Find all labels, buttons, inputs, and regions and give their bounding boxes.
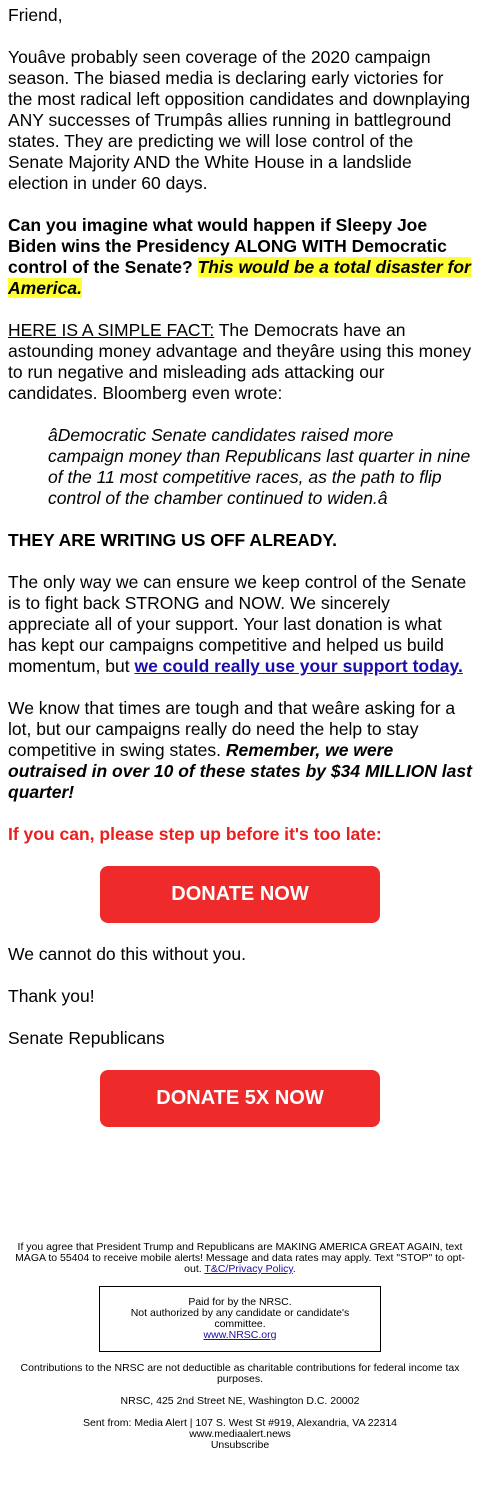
step-up-call: If you can, please step up before it's too late: [8, 824, 382, 844]
media-alert-site: www.mediaalert.news [189, 1428, 291, 1440]
nrsc-website-link[interactable]: www.NRSC.org [203, 1329, 277, 1341]
fight-back-text: The only way we can ensure we keep control of the Senate is to fight back STRONG and NOW. We sincerely appreciate all of your support. Your last donation is what has kept our campaigns competitive and helped us build momentum, but [8, 572, 467, 676]
sms-text: If you agree that President Trump and Republicans are MAKING AMERICA GREAT AGAIN, text MAGA to 55404 to receive mobile alerts! Message and data rates may apply. Text "STOP" to opt-out. [15, 1241, 465, 1275]
paragraph-times-tough [8, 698, 472, 803]
email-footer [8, 1242, 472, 1451]
paid-line-2: Not authorized by any candidate or candidate's committee. [130, 1307, 350, 1330]
donate-5x-button[interactable]: DONATE 5X NOW [100, 1070, 380, 1127]
donate-button-container [8, 866, 472, 923]
support-today-link[interactable]: we could really use your support today. [134, 656, 463, 676]
times-tough-text: We know that times are tough and that weâre asking for a lot, but our campaigns really do need the help to stay competitive in swing states. [8, 698, 456, 760]
paragraph-imagine [8, 215, 472, 299]
writing-off-heading: THEY ARE WRITING US OFF ALREADY. [8, 530, 337, 550]
unsubscribe-link[interactable]: Unsubscribe [210, 1439, 270, 1451]
paragraph-simple-fact [8, 320, 472, 404]
outraised-emphasis: Remember, we were outraised in over 10 of these states by $34 MILLION last quarter! [8, 740, 472, 802]
sent-from-block [12, 1418, 468, 1451]
greeting: Friend, [8, 5, 63, 25]
sms-alert-text: If you agree that President Trump and Republicans are MAKING AMERICA GREAT AGAIN, text MAGA to 55404 to receive mobile alerts! Message and data rates may apply. Text "STOP" to opt-out. T&C/Privacy Policy. [15, 1241, 465, 1275]
paragraph-media-coverage: Youâve probably seen coverage of the 2020 campaign season. The biased media is declaring early victories for the most radical left opposition candidates and downplaying ANY successes of Trumpâs allies running in battleground states. They are predicting we will lose control of the Senate Majority AND the White House in a landslide election in under 60 days. [8, 47, 471, 193]
contributions-notice: Contributions to the NRSC are not deductible as charitable contributions for federal income tax purposes. [20, 1362, 460, 1385]
thank-you: Thank you! [8, 986, 95, 1006]
simple-fact-text: The Democrats have an astounding money advantage and theyâre using this money to run negative and misleading ads attacking our candidates. Bloomberg even wrote: [8, 320, 472, 403]
donate5x-button-container [8, 1070, 472, 1127]
signature: Senate Republicans [8, 1028, 165, 1048]
paragraph-fight-back [8, 572, 472, 677]
paid-line-1: Paid for by the NRSC. [188, 1296, 292, 1308]
disaster-highlight: This would be a total disaster for America. [8, 257, 471, 298]
donate-now-button[interactable]: DONATE NOW [100, 866, 380, 923]
imagine-bold-text: Can you imagine what would happen if Sleepy Joe Biden wins the Presidency ALONG WITH Democratic control of the Senate? [8, 215, 447, 277]
paid-for-box [99, 1286, 381, 1352]
sent-from-text: Sent from: Media Alert | 107 S. West St #919, Alexandria, VA 22314 [82, 1417, 398, 1429]
simple-fact-label: HERE IS A SIMPLE FACT: [8, 320, 215, 340]
nrsc-address: NRSC, 425 2nd Street NE, Washington D.C. 20002 [120, 1395, 360, 1407]
terms-privacy-link[interactable]: T&C/Privacy Policy [204, 1263, 293, 1275]
bloomberg-quote: âDemocratic Senate candidates raised more campaign money than Republicans last quarter in nine of the 11 most competitive races, as the path to flip control of the chamber continued to widen.â [48, 425, 471, 508]
cannot-without-you: We cannot do this without you. [8, 944, 247, 964]
